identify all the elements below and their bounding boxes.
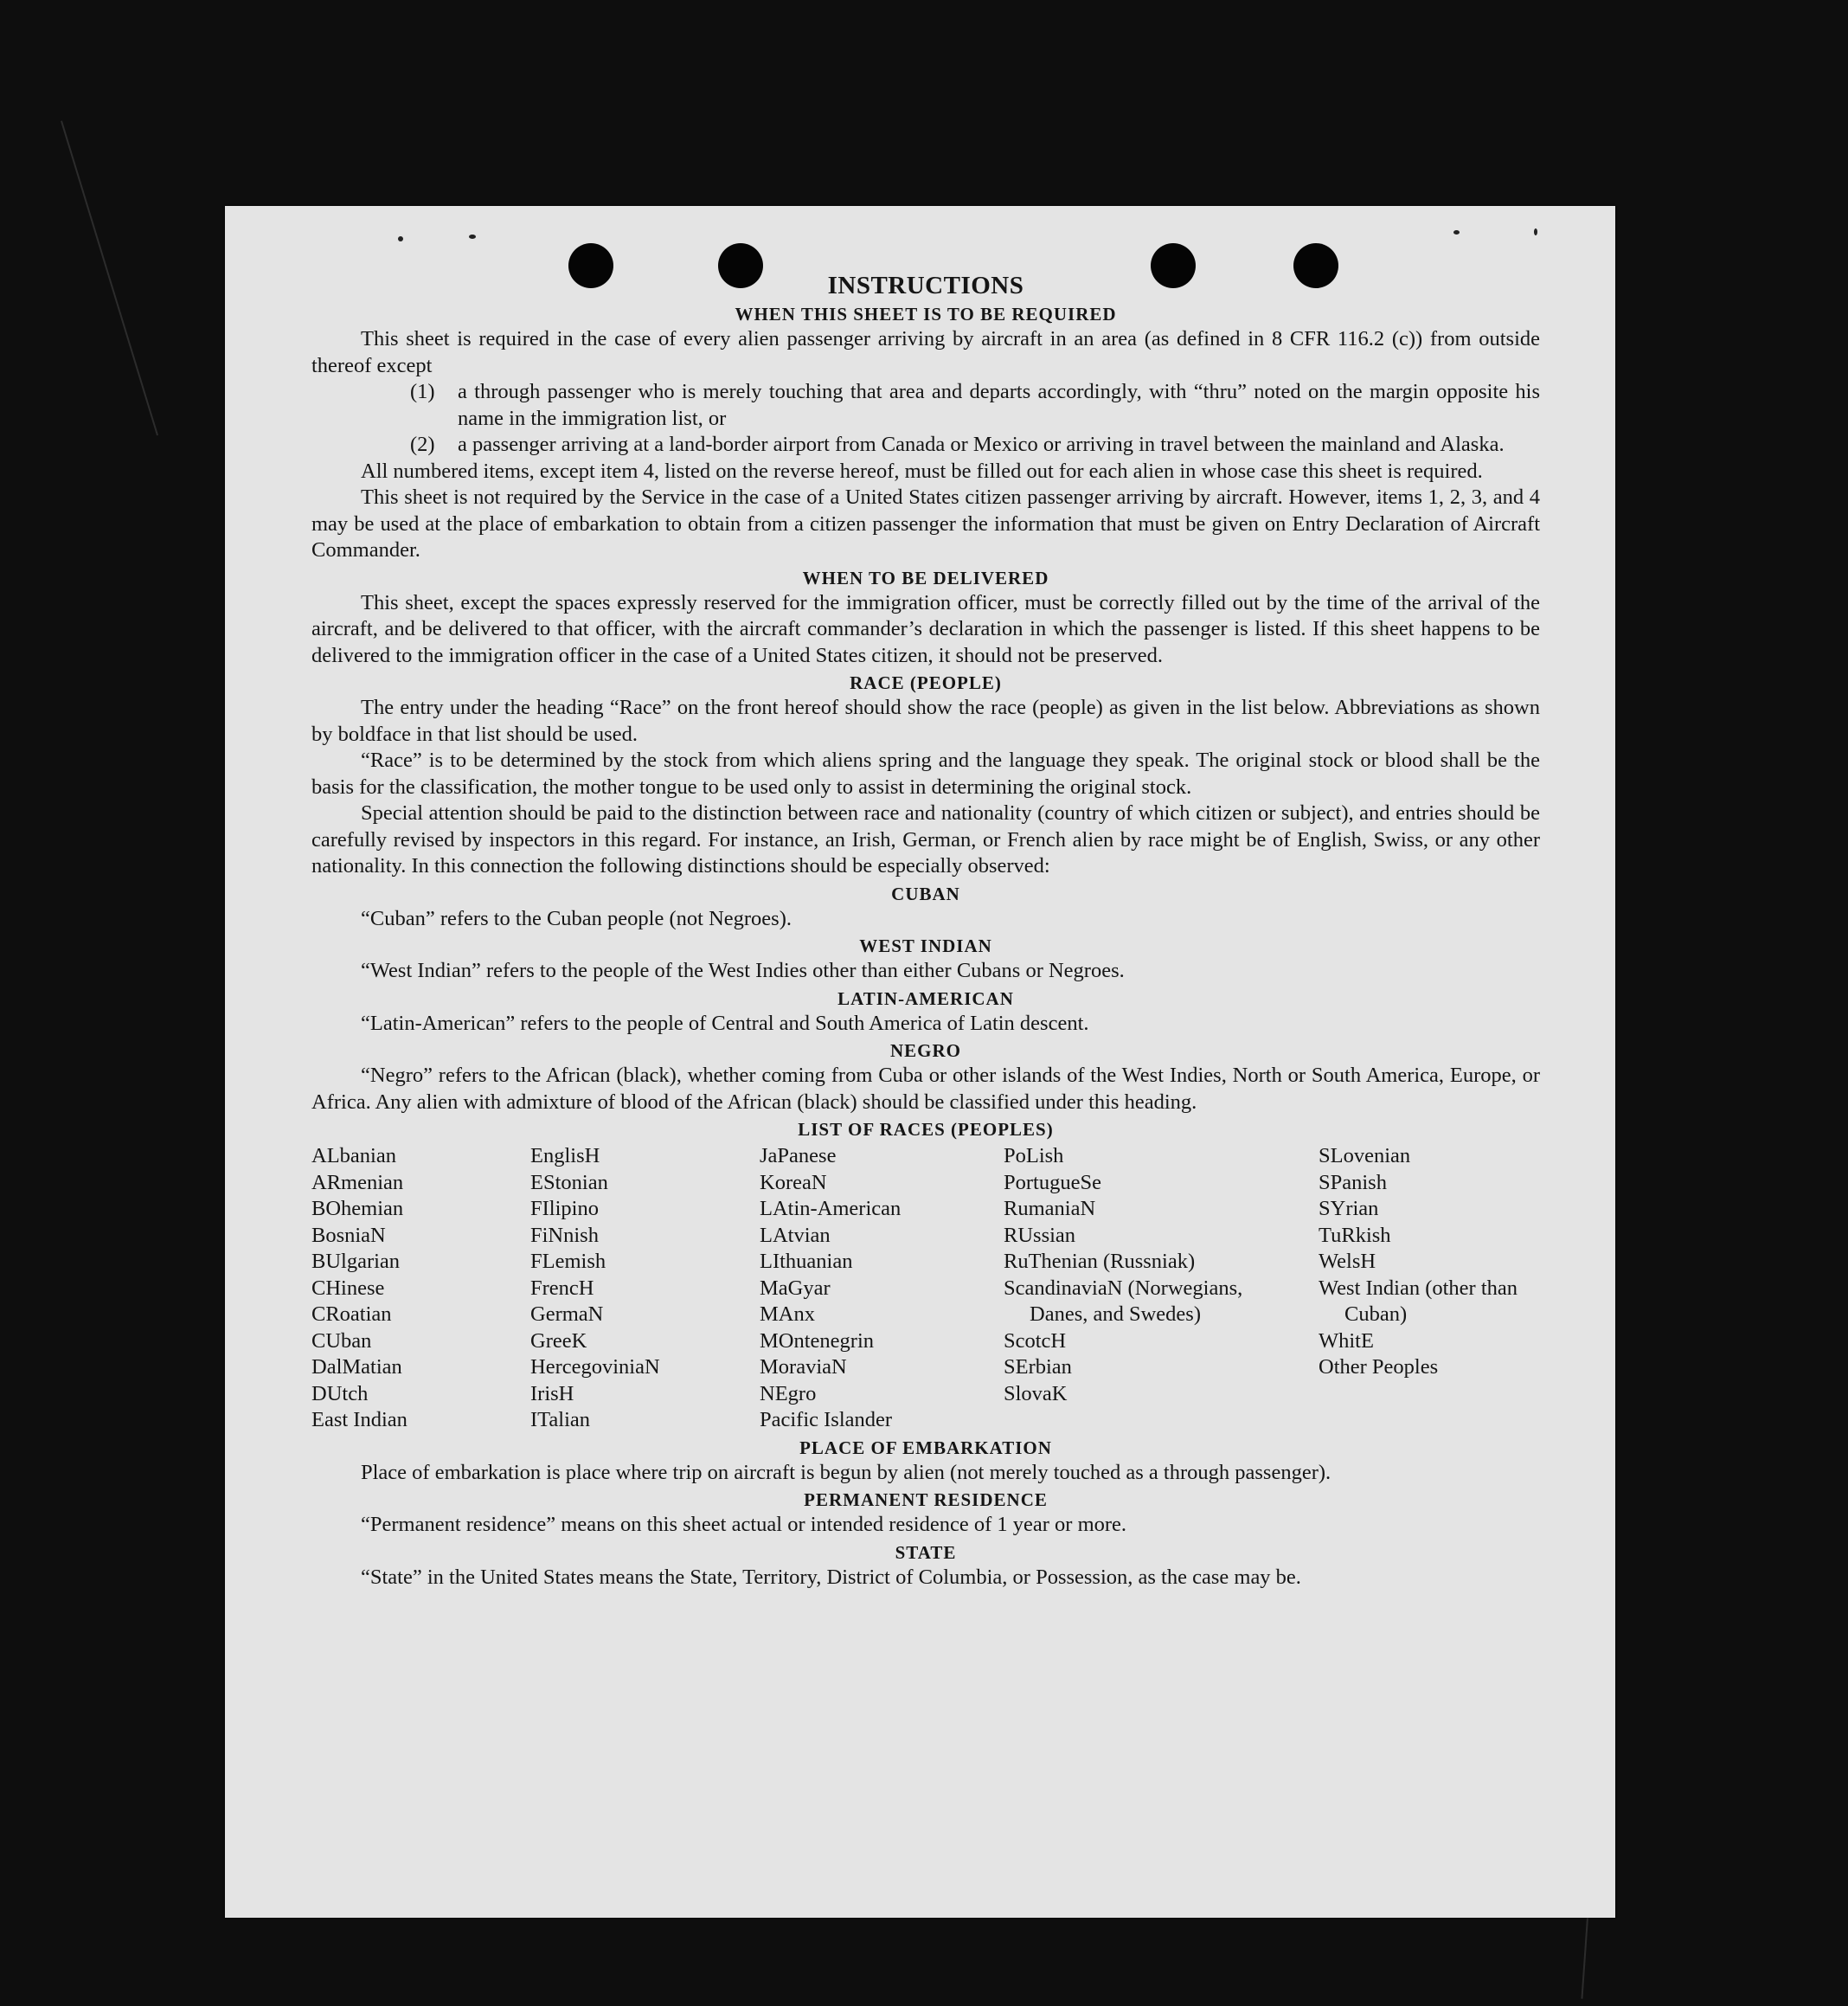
race-entry: SlovaK <box>1004 1381 1068 1405</box>
race-entry: EStonian <box>530 1170 608 1194</box>
race-entry: RUssian <box>1004 1223 1076 1247</box>
race-entry: DUtch <box>311 1381 369 1405</box>
race-entry: EnglisH <box>530 1144 600 1167</box>
race-entry: KoreaN <box>760 1170 827 1194</box>
paragraph: The entry under the heading “Race” on the front hereof should show the race (people) as given in the list below. Abbreviations as shown by boldface in that list should be used. <box>311 696 1540 746</box>
paragraph: “Latin-American” refers to the people of Central and South America of Latin descent. <box>361 1011 1089 1035</box>
race-entry: TuRkish <box>1319 1223 1391 1247</box>
race-entry: PoLish <box>1004 1144 1064 1167</box>
race-entry: FLemish <box>530 1250 606 1273</box>
race-entry: MoraviaN <box>760 1355 847 1379</box>
section-heading: PERMANENT RESIDENCE <box>804 1489 1048 1510</box>
race-entry: East Indian <box>311 1408 407 1431</box>
paragraph: “State” in the United States means the State, Territory, District of Columbia, or Possession, as the case may be. <box>361 1565 1301 1589</box>
item-text: a passenger arriving at a land-border airport from Canada or Mexico or arriving in travel between the mainland and Alaska. <box>458 433 1505 456</box>
section-heading: STATE <box>895 1541 957 1563</box>
race-entry: IrisH <box>530 1381 574 1405</box>
race-entry: DalMatian <box>311 1355 402 1379</box>
race-entry: SYrian <box>1319 1197 1379 1220</box>
section-heading: WEST INDIAN <box>859 935 992 956</box>
instructions-text <box>311 271 1540 1591</box>
race-entry: PortugueSe <box>1004 1170 1101 1194</box>
race-entry: ALbanian <box>311 1144 396 1167</box>
list-item <box>410 432 1540 459</box>
paragraph: This sheet is not required by the Service in the case of a United States citizen passenger arriving by aircraft. However, items 1, 2, 3, and 4 may be used at the place of embarkation to obtain from a citizen passenger the information that must be given on Entry Declaration of Aircraft Commander. <box>311 485 1540 562</box>
item-number: (1) <box>410 380 435 403</box>
paragraph: “Race” is to be determined by the stock from which aliens spring and the language they speak. The original stock or blood shall be the basis for the classification, the mother tongue to be used only to assist in determining the original stock. <box>311 749 1540 799</box>
paragraph: This sheet, except the spaces expressly reserved for the immigration officer, must be correctly filled out by the time of the arrival of the aircraft, and be delivered to that officer, with the aircraft commander’s declaration in which the passenger is listed. If this sheet happens to be delivered to the immigration officer in the case of a United States citizen, it should not be preserved. <box>311 590 1540 667</box>
races-list <box>311 1143 1540 1434</box>
race-entry: ScotcH <box>1004 1328 1067 1353</box>
race-entry: FIlipino <box>530 1197 599 1220</box>
page-title: INSTRUCTIONS <box>827 272 1024 299</box>
races-column <box>760 1143 1004 1434</box>
section-heading: WHEN TO BE DELIVERED <box>802 567 1049 588</box>
speck <box>1534 228 1537 235</box>
paragraph: This sheet is required in the case of every alien passenger arriving by aircraft in an area (as defined in 8 CFR 116.2 (c)) from outside thereof except <box>311 327 1540 377</box>
races-column <box>530 1143 760 1434</box>
paragraph: All numbered items, except item 4, listed on the reverse hereof, must be filled out for each alien in whose case this sheet is required. <box>361 459 1483 483</box>
race-entry: RumaniaN <box>1004 1197 1096 1220</box>
paragraph: “Cuban” refers to the Cuban people (not Negroes). <box>361 906 792 930</box>
races-column <box>1319 1143 1540 1434</box>
race-entry: JaPanese <box>760 1144 837 1167</box>
paragraph: “Permanent residence” means on this sheet actual or intended residence of 1 year or more. <box>361 1513 1127 1536</box>
speck <box>469 235 476 239</box>
section-heading: PLACE OF EMBARKATION <box>799 1437 1052 1458</box>
race-entry: WelsH <box>1319 1250 1376 1273</box>
race-entry: SErbian <box>1004 1355 1072 1379</box>
race-entry: MaGyar <box>760 1276 831 1300</box>
race-entry: HercegoviniaN <box>530 1355 660 1379</box>
list-item <box>410 379 1540 432</box>
race-entry: MOntenegrin <box>760 1328 874 1353</box>
race-entry: Pacific Islander <box>760 1408 893 1431</box>
race-entry: MAnx <box>760 1302 815 1326</box>
race-entry: LAtin-American <box>760 1197 902 1220</box>
race-entry: BosniaN <box>311 1223 386 1247</box>
section-heading: RACE (PEOPLE) <box>850 672 1002 693</box>
race-entry: Other Peoples <box>1319 1355 1439 1379</box>
race-entry: FrencH <box>530 1276 594 1300</box>
item-number: (2) <box>410 433 435 456</box>
race-entry: LAtvian <box>760 1223 831 1247</box>
film-scratch <box>61 120 158 435</box>
race-entry: WhitE <box>1319 1328 1374 1353</box>
races-column <box>311 1143 530 1434</box>
race-entry: GreeK <box>530 1328 587 1353</box>
race-entry: NEgro <box>760 1381 817 1405</box>
document-sheet <box>225 206 1615 1918</box>
speck <box>1453 230 1460 235</box>
paragraph: “Negro” refers to the African (black), whether coming from Cuba or other islands of the West Indies, North or South America, Europe, or Africa. Any alien with admixture of blood of the African (black) should be classified under this heading. <box>311 1064 1540 1114</box>
race-entry: ARmenian <box>311 1170 404 1194</box>
races-heading: LIST OF RACES (PEOPLES) <box>798 1119 1054 1140</box>
race-entry: CUban <box>311 1328 372 1353</box>
race-entry: RuThenian (Russniak) <box>1004 1250 1196 1273</box>
race-entry: GermaN <box>530 1302 604 1326</box>
section-heading: NEGRO <box>889 1040 961 1061</box>
paragraph: “West Indian” refers to the people of the West Indies other than either Cubans or Negroes. <box>361 959 1125 982</box>
race-entry: ScandinaviaN (Norwegians, Danes, and Swedes) <box>1004 1276 1243 1326</box>
race-entry: CHinese <box>311 1276 385 1300</box>
race-entry: BUlgarian <box>311 1250 401 1273</box>
race-entry: CRoatian <box>311 1302 392 1326</box>
speck <box>398 236 403 241</box>
paragraph: Place of embarkation is place where trip on aircraft is begun by alien (not merely touched as a through passenger). <box>361 1460 1331 1484</box>
race-entry: ITalian <box>530 1408 591 1431</box>
section-heading: LATIN-AMERICAN <box>837 987 1014 1009</box>
race-entry: BOhemian <box>311 1197 404 1220</box>
section-heading: CUBAN <box>891 883 960 904</box>
paragraph: Special attention should be paid to the distinction between race and nationality (country of which citizen or subject), and entries should be carefully revised by inspectors in this regard. For instance, an Irish, German, or French alien by race might be of English, Swiss, or any other nationality. In this connection the following distinctions should be especially observed: <box>311 801 1540 878</box>
races-column <box>1004 1143 1254 1434</box>
section-heading: WHEN THIS SHEET IS TO BE REQUIRED <box>735 304 1117 325</box>
race-entry: FiNnish <box>530 1223 599 1247</box>
race-entry: SLovenian <box>1319 1144 1411 1167</box>
item-text: a through passenger who is merely touching that area and departs accordingly, with “thru” noted on the margin opposite his name in the immigration list, or <box>458 380 1540 430</box>
race-entry: SPanish <box>1319 1170 1387 1194</box>
race-entry: LIthuanian <box>760 1250 853 1273</box>
race-entry: West Indian (other than Cuban) <box>1319 1276 1518 1326</box>
